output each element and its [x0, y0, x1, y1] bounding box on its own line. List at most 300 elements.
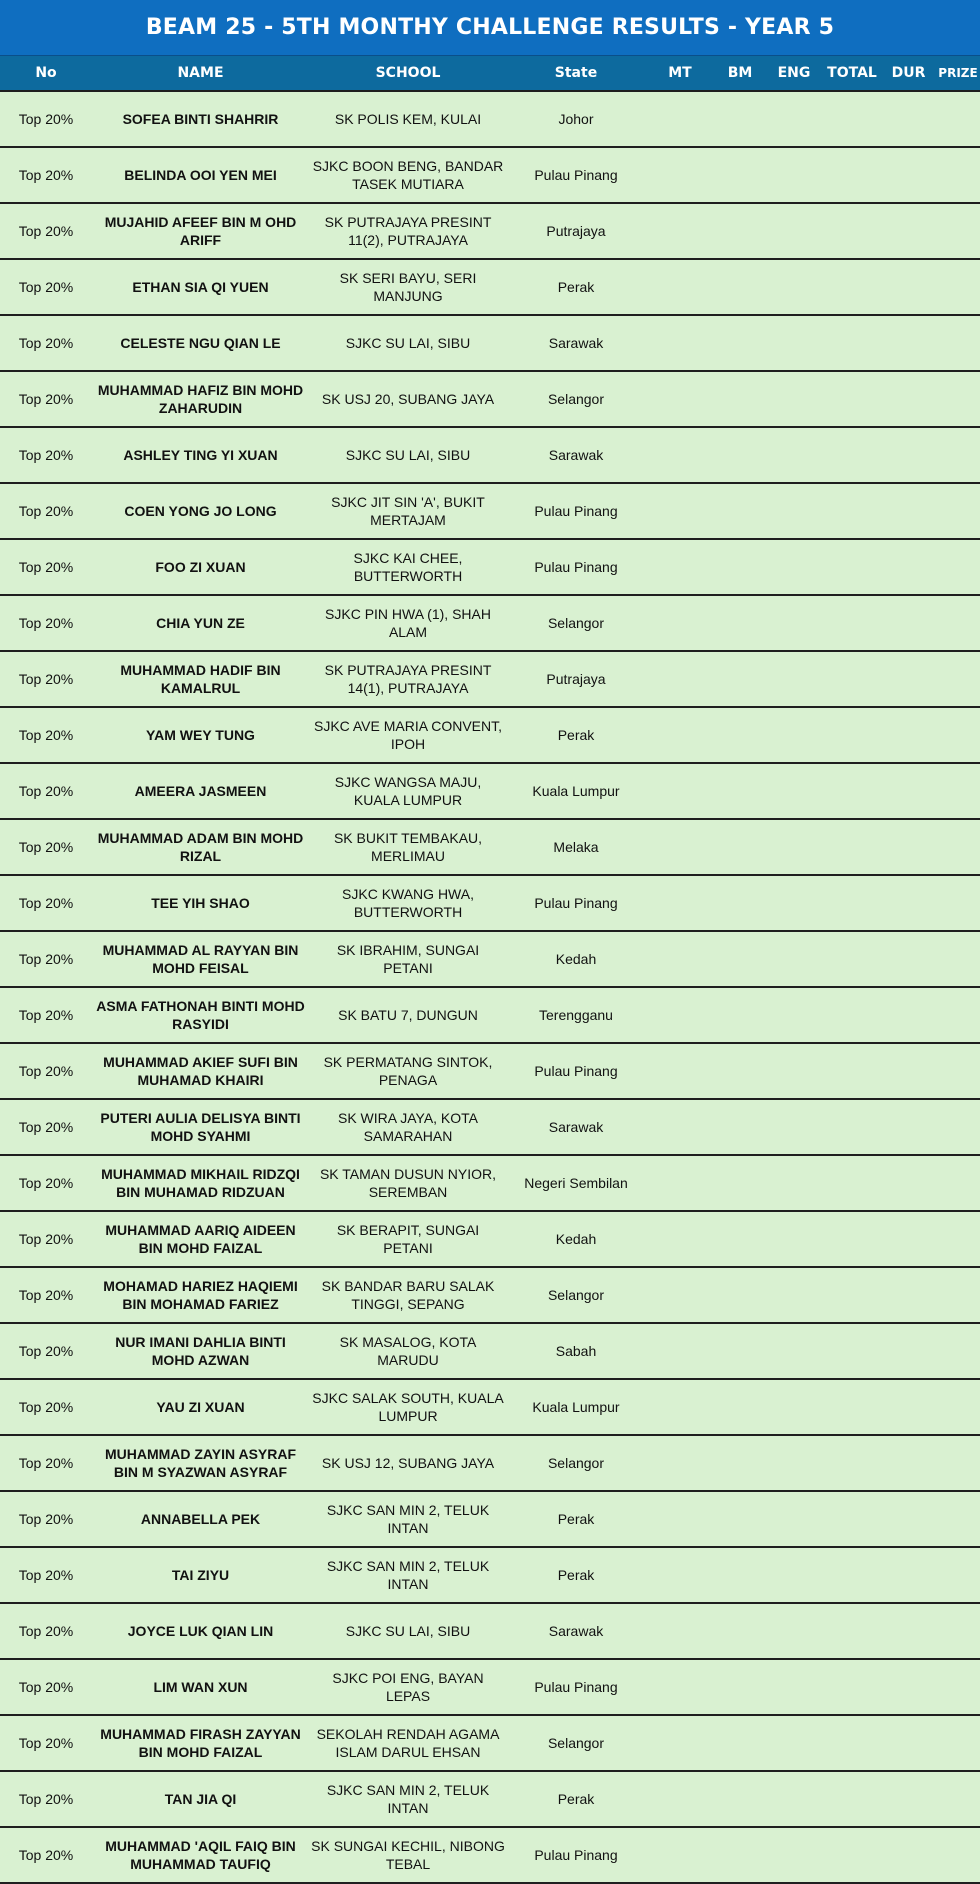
cell-name: ETHAN SIA QI YUEN: [92, 259, 309, 315]
cell-prize: [936, 651, 980, 707]
cell-no: Top 20%: [0, 1323, 92, 1379]
cell-dur: [881, 1379, 936, 1435]
cell-total: [823, 203, 881, 259]
cell-prize: [936, 91, 980, 147]
cell-mt: [645, 483, 715, 539]
table-row: [0, 1099, 980, 1155]
cell-mt: [645, 1771, 715, 1827]
cell-name: MUHAMMAD HAFIZ BIN MOHD ZAHARUDIN: [92, 371, 309, 427]
cell-state: Perak: [507, 1547, 645, 1603]
cell-school: SJKC WANGSA MAJU, KUALA LUMPUR: [309, 763, 507, 819]
cell-dur: [881, 1435, 936, 1491]
cell-dur: [881, 763, 936, 819]
cell-prize: [936, 1043, 980, 1099]
cell-eng: [765, 427, 823, 483]
cell-mt: [645, 91, 715, 147]
table-row: [0, 1267, 980, 1323]
table-row: [0, 1715, 980, 1771]
cell-eng: [765, 931, 823, 987]
cell-school: SJKC SAN MIN 2, TELUK INTAN: [309, 1547, 507, 1603]
cell-state: Sarawak: [507, 1603, 645, 1659]
cell-dur: [881, 1603, 936, 1659]
cell-no: Top 20%: [0, 1155, 92, 1211]
cell-eng: [765, 1323, 823, 1379]
cell-name: YAM WEY TUNG: [92, 707, 309, 763]
cell-no: Top 20%: [0, 483, 92, 539]
cell-mt: [645, 203, 715, 259]
table-row: [0, 1547, 980, 1603]
cell-school: SK WIRA JAYA, KOTA SAMARAHAN: [309, 1099, 507, 1155]
cell-name: SOFEA BINTI SHAHRIR: [92, 91, 309, 147]
cell-school: SK SERI BAYU, SERI MANJUNG: [309, 259, 507, 315]
cell-mt: [645, 1715, 715, 1771]
cell-prize: [936, 539, 980, 595]
table-row: [0, 1211, 980, 1267]
cell-name: MUHAMMAD ADAM BIN MOHD RIZAL: [92, 819, 309, 875]
cell-prize: [936, 819, 980, 875]
cell-mt: [645, 371, 715, 427]
cell-no: Top 20%: [0, 147, 92, 203]
cell-no: Top 20%: [0, 1771, 92, 1827]
cell-no: Top 20%: [0, 203, 92, 259]
cell-mt: [645, 539, 715, 595]
cell-name: MUJAHID AFEEF BIN M OHD ARIFF: [92, 203, 309, 259]
cell-eng: [765, 315, 823, 371]
cell-state: Putrajaya: [507, 203, 645, 259]
cell-no: Top 20%: [0, 1211, 92, 1267]
cell-bm: [715, 1323, 765, 1379]
results-table: [0, 56, 980, 1884]
cell-school: SJKC PIN HWA (1), SHAH ALAM: [309, 595, 507, 651]
cell-prize: [936, 1379, 980, 1435]
cell-no: Top 20%: [0, 1547, 92, 1603]
table-row: [0, 315, 980, 371]
cell-school: SK PUTRAJAYA PRESINT 14(1), PUTRAJAYA: [309, 651, 507, 707]
cell-prize: [936, 1491, 980, 1547]
cell-eng: [765, 1211, 823, 1267]
cell-eng: [765, 539, 823, 595]
cell-total: [823, 259, 881, 315]
cell-eng: [765, 1547, 823, 1603]
cell-total: [823, 1379, 881, 1435]
cell-mt: [645, 1379, 715, 1435]
cell-prize: [936, 1715, 980, 1771]
cell-no: Top 20%: [0, 707, 92, 763]
cell-total: [823, 1603, 881, 1659]
cell-total: [823, 651, 881, 707]
cell-no: Top 20%: [0, 1827, 92, 1883]
cell-state: Pulau Pinang: [507, 1659, 645, 1715]
table-row: [0, 1659, 980, 1715]
cell-mt: [645, 763, 715, 819]
cell-total: [823, 763, 881, 819]
column-header-prize: PRIZE: [936, 56, 980, 91]
cell-school: SJKC SAN MIN 2, TELUK INTAN: [309, 1491, 507, 1547]
cell-name: CHIA YUN ZE: [92, 595, 309, 651]
column-header-name: NAME: [92, 56, 309, 91]
column-header-school: SCHOOL: [309, 56, 507, 91]
cell-no: Top 20%: [0, 315, 92, 371]
table-row: [0, 1155, 980, 1211]
cell-dur: [881, 147, 936, 203]
cell-bm: [715, 595, 765, 651]
cell-total: [823, 539, 881, 595]
cell-name: MUHAMMAD ZAYIN ASYRAF BIN M SYAZWAN ASYRAF: [92, 1435, 309, 1491]
cell-name: TAN JIA QI: [92, 1771, 309, 1827]
cell-bm: [715, 1603, 765, 1659]
cell-mt: [645, 1267, 715, 1323]
cell-mt: [645, 1547, 715, 1603]
cell-name: MUHAMMAD AKIEF SUFI BIN MUHAMAD KHAIRI: [92, 1043, 309, 1099]
cell-dur: [881, 1267, 936, 1323]
cell-state: Perak: [507, 707, 645, 763]
cell-name: ANNABELLA PEK: [92, 1491, 309, 1547]
cell-mt: [645, 931, 715, 987]
cell-no: Top 20%: [0, 651, 92, 707]
cell-school: SK TAMAN DUSUN NYIOR, SEREMBAN: [309, 1155, 507, 1211]
cell-bm: [715, 1379, 765, 1435]
cell-bm: [715, 707, 765, 763]
cell-no: Top 20%: [0, 1491, 92, 1547]
cell-dur: [881, 1043, 936, 1099]
cell-school: SK IBRAHIM, SUNGAI PETANI: [309, 931, 507, 987]
cell-mt: [645, 707, 715, 763]
page-title: BEAM 25 - 5TH MONTHY CHALLENGE RESULTS - YEAR 5: [0, 0, 980, 56]
cell-name: CELESTE NGU QIAN LE: [92, 315, 309, 371]
cell-eng: [765, 1435, 823, 1491]
cell-bm: [715, 483, 765, 539]
cell-eng: [765, 91, 823, 147]
cell-total: [823, 931, 881, 987]
cell-eng: [765, 1603, 823, 1659]
cell-prize: [936, 1267, 980, 1323]
cell-no: Top 20%: [0, 1043, 92, 1099]
cell-state: Johor: [507, 91, 645, 147]
cell-dur: [881, 91, 936, 147]
cell-prize: [936, 1771, 980, 1827]
cell-total: [823, 1491, 881, 1547]
cell-no: Top 20%: [0, 763, 92, 819]
cell-bm: [715, 147, 765, 203]
cell-school: SEKOLAH RENDAH AGAMA ISLAM DARUL EHSAN: [309, 1715, 507, 1771]
cell-state: Negeri Sembilan: [507, 1155, 645, 1211]
cell-prize: [936, 1547, 980, 1603]
cell-total: [823, 1547, 881, 1603]
table-row: [0, 875, 980, 931]
cell-school: SJKC SAN MIN 2, TELUK INTAN: [309, 1771, 507, 1827]
cell-state: Perak: [507, 1771, 645, 1827]
cell-eng: [765, 987, 823, 1043]
table-row: [0, 987, 980, 1043]
cell-name: MOHAMAD HARIEZ HAQIEMI BIN MOHAMAD FARIEZ: [92, 1267, 309, 1323]
cell-eng: [765, 595, 823, 651]
table-row: [0, 819, 980, 875]
cell-prize: [936, 203, 980, 259]
cell-prize: [936, 1099, 980, 1155]
cell-mt: [645, 651, 715, 707]
table-row: [0, 483, 980, 539]
cell-eng: [765, 483, 823, 539]
cell-state: Sarawak: [507, 1099, 645, 1155]
cell-dur: [881, 315, 936, 371]
table-row: [0, 91, 980, 147]
cell-mt: [645, 595, 715, 651]
cell-eng: [765, 1155, 823, 1211]
cell-prize: [936, 259, 980, 315]
cell-total: [823, 875, 881, 931]
cell-state: Selangor: [507, 1715, 645, 1771]
cell-name: BELINDA OOI YEN MEI: [92, 147, 309, 203]
cell-state: Selangor: [507, 1435, 645, 1491]
cell-mt: [645, 1435, 715, 1491]
cell-mt: [645, 987, 715, 1043]
cell-bm: [715, 1267, 765, 1323]
cell-school: SJKC BOON BENG, BANDAR TASEK MUTIARA: [309, 147, 507, 203]
cell-dur: [881, 1323, 936, 1379]
column-header-total: TOTAL: [823, 56, 881, 91]
cell-total: [823, 1827, 881, 1883]
cell-prize: [936, 707, 980, 763]
cell-prize: [936, 1323, 980, 1379]
cell-dur: [881, 1771, 936, 1827]
cell-no: Top 20%: [0, 1715, 92, 1771]
cell-eng: [765, 1491, 823, 1547]
cell-eng: [765, 1267, 823, 1323]
cell-eng: [765, 819, 823, 875]
cell-prize: [936, 427, 980, 483]
table-row: [0, 763, 980, 819]
cell-bm: [715, 1827, 765, 1883]
cell-prize: [936, 763, 980, 819]
table-row: [0, 147, 980, 203]
cell-dur: [881, 1155, 936, 1211]
cell-no: Top 20%: [0, 875, 92, 931]
cell-no: Top 20%: [0, 427, 92, 483]
cell-school: SJKC KAI CHEE, BUTTERWORTH: [309, 539, 507, 595]
cell-mt: [645, 1827, 715, 1883]
cell-dur: [881, 707, 936, 763]
cell-name: ASHLEY TING YI XUAN: [92, 427, 309, 483]
column-header-no: No: [0, 56, 92, 91]
cell-bm: [715, 259, 765, 315]
cell-state: Selangor: [507, 595, 645, 651]
cell-bm: [715, 315, 765, 371]
cell-total: [823, 371, 881, 427]
column-header-eng: ENG: [765, 56, 823, 91]
cell-school: SK BUKIT TEMBAKAU, MERLIMAU: [309, 819, 507, 875]
cell-school: SJKC POI ENG, BAYAN LEPAS: [309, 1659, 507, 1715]
cell-state: Selangor: [507, 371, 645, 427]
header-row: [0, 56, 980, 91]
cell-no: Top 20%: [0, 91, 92, 147]
cell-dur: [881, 1211, 936, 1267]
cell-no: Top 20%: [0, 595, 92, 651]
cell-school: SK PERMATANG SINTOK, PENAGA: [309, 1043, 507, 1099]
cell-mt: [645, 819, 715, 875]
cell-school: SJKC AVE MARIA CONVENT, IPOH: [309, 707, 507, 763]
cell-dur: [881, 875, 936, 931]
cell-school: SK MASALOG, KOTA MARUDU: [309, 1323, 507, 1379]
cell-mt: [645, 1323, 715, 1379]
cell-total: [823, 819, 881, 875]
cell-prize: [936, 1211, 980, 1267]
cell-school: SK PUTRAJAYA PRESINT 11(2), PUTRAJAYA: [309, 203, 507, 259]
cell-no: Top 20%: [0, 1435, 92, 1491]
cell-no: Top 20%: [0, 987, 92, 1043]
cell-total: [823, 1771, 881, 1827]
cell-dur: [881, 651, 936, 707]
cell-bm: [715, 763, 765, 819]
table-row: [0, 1603, 980, 1659]
cell-mt: [645, 1659, 715, 1715]
cell-eng: [765, 763, 823, 819]
table-row: [0, 1491, 980, 1547]
table-row: [0, 1043, 980, 1099]
table-header: [0, 56, 980, 91]
cell-name: NUR IMANI DAHLIA BINTI MOHD AZWAN: [92, 1323, 309, 1379]
cell-dur: [881, 595, 936, 651]
cell-state: Kuala Lumpur: [507, 1379, 645, 1435]
cell-dur: [881, 1659, 936, 1715]
cell-eng: [765, 1099, 823, 1155]
cell-no: Top 20%: [0, 931, 92, 987]
table-row: [0, 1827, 980, 1883]
cell-bm: [715, 931, 765, 987]
table-row: [0, 1323, 980, 1379]
cell-name: COEN YONG JO LONG: [92, 483, 309, 539]
cell-total: [823, 483, 881, 539]
cell-school: SK POLIS KEM, KULAI: [309, 91, 507, 147]
cell-eng: [765, 371, 823, 427]
cell-prize: [936, 875, 980, 931]
table-row: [0, 595, 980, 651]
table-row: [0, 259, 980, 315]
cell-mt: [645, 1603, 715, 1659]
cell-name: PUTERI AULIA DELISYA BINTI MOHD SYAHMI: [92, 1099, 309, 1155]
cell-mt: [645, 1211, 715, 1267]
cell-school: SJKC SALAK SOUTH, KUALA LUMPUR: [309, 1379, 507, 1435]
cell-name: YAU ZI XUAN: [92, 1379, 309, 1435]
cell-eng: [765, 1659, 823, 1715]
cell-school: SK USJ 20, SUBANG JAYA: [309, 371, 507, 427]
cell-no: Top 20%: [0, 1267, 92, 1323]
cell-name: JOYCE LUK QIAN LIN: [92, 1603, 309, 1659]
cell-state: Pulau Pinang: [507, 1827, 645, 1883]
cell-prize: [936, 987, 980, 1043]
cell-dur: [881, 483, 936, 539]
cell-name: LIM WAN XUN: [92, 1659, 309, 1715]
cell-total: [823, 1659, 881, 1715]
table-body: [0, 91, 980, 1883]
cell-bm: [715, 91, 765, 147]
cell-total: [823, 427, 881, 483]
cell-dur: [881, 427, 936, 483]
cell-dur: [881, 203, 936, 259]
cell-school: SJKC SU LAI, SIBU: [309, 427, 507, 483]
cell-total: [823, 147, 881, 203]
cell-bm: [715, 1491, 765, 1547]
cell-name: MUHAMMAD AARIQ AIDEEN BIN MOHD FAIZAL: [92, 1211, 309, 1267]
cell-total: [823, 707, 881, 763]
cell-school: SK BERAPIT, SUNGAI PETANI: [309, 1211, 507, 1267]
cell-mt: [645, 1099, 715, 1155]
cell-name: AMEERA JASMEEN: [92, 763, 309, 819]
cell-mt: [645, 315, 715, 371]
cell-name: MUHAMMAD MIKHAIL RIDZQI BIN MUHAMAD RIDZUAN: [92, 1155, 309, 1211]
cell-name: TAI ZIYU: [92, 1547, 309, 1603]
cell-total: [823, 1211, 881, 1267]
cell-name: ASMA FATHONAH BINTI MOHD RASYIDI: [92, 987, 309, 1043]
cell-eng: [765, 1379, 823, 1435]
cell-mt: [645, 147, 715, 203]
cell-mt: [645, 1491, 715, 1547]
column-header-dur: DUR: [881, 56, 936, 91]
cell-bm: [715, 1211, 765, 1267]
cell-no: Top 20%: [0, 1603, 92, 1659]
cell-eng: [765, 259, 823, 315]
cell-name: MUHAMMAD HADIF BIN KAMALRUL: [92, 651, 309, 707]
cell-state: Pulau Pinang: [507, 147, 645, 203]
table-row: [0, 1435, 980, 1491]
cell-school: SK BANDAR BARU SALAK TINGGI, SEPANG: [309, 1267, 507, 1323]
cell-dur: [881, 931, 936, 987]
cell-total: [823, 1323, 881, 1379]
cell-mt: [645, 1155, 715, 1211]
cell-total: [823, 1435, 881, 1491]
table-row: [0, 203, 980, 259]
cell-bm: [715, 1659, 765, 1715]
cell-state: Perak: [507, 1491, 645, 1547]
cell-eng: [765, 1043, 823, 1099]
cell-name: MUHAMMAD 'AQIL FAIQ BIN MUHAMMAD TAUFIQ: [92, 1827, 309, 1883]
cell-mt: [645, 259, 715, 315]
table-row: [0, 539, 980, 595]
cell-bm: [715, 427, 765, 483]
cell-bm: [715, 371, 765, 427]
cell-state: Putrajaya: [507, 651, 645, 707]
cell-dur: [881, 539, 936, 595]
cell-bm: [715, 875, 765, 931]
cell-name: MUHAMMAD FIRASH ZAYYAN BIN MOHD FAIZAL: [92, 1715, 309, 1771]
table-row: [0, 707, 980, 763]
cell-bm: [715, 987, 765, 1043]
cell-prize: [936, 1155, 980, 1211]
cell-dur: [881, 819, 936, 875]
cell-prize: [936, 147, 980, 203]
cell-total: [823, 1267, 881, 1323]
table-row: [0, 427, 980, 483]
cell-school: SK USJ 12, SUBANG JAYA: [309, 1435, 507, 1491]
cell-bm: [715, 1043, 765, 1099]
cell-state: Melaka: [507, 819, 645, 875]
cell-prize: [936, 483, 980, 539]
cell-mt: [645, 875, 715, 931]
cell-bm: [715, 819, 765, 875]
cell-mt: [645, 427, 715, 483]
cell-school: SK BATU 7, DUNGUN: [309, 987, 507, 1043]
cell-no: Top 20%: [0, 1099, 92, 1155]
cell-total: [823, 1155, 881, 1211]
cell-total: [823, 315, 881, 371]
cell-dur: [881, 371, 936, 427]
cell-dur: [881, 1547, 936, 1603]
cell-school: SJKC SU LAI, SIBU: [309, 315, 507, 371]
cell-dur: [881, 259, 936, 315]
cell-state: Pulau Pinang: [507, 539, 645, 595]
cell-state: Kuala Lumpur: [507, 763, 645, 819]
cell-state: Terengganu: [507, 987, 645, 1043]
column-header-state: State: [507, 56, 645, 91]
